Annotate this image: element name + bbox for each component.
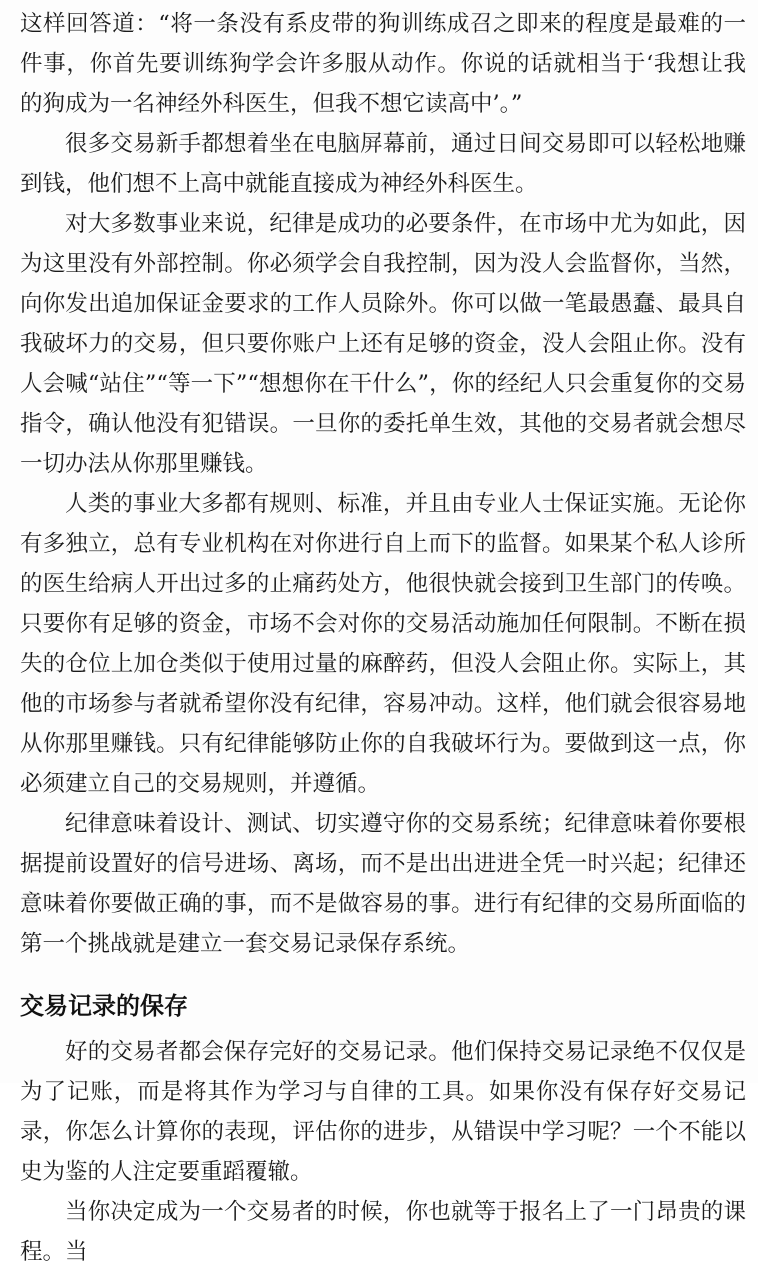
- paragraph-professional-rules: 人类的事业大多都有规则、标准，并且由专业人士保证实施。无论你有多独立，总有专业机构在对你进行自上而下的监督。如果某个私人诊所的医生给病人开出过多的止痛药处方，他很快就会接到卫生部门的传唤。只要你有足够的资金，市场不会对你的交易活动施加任何限制。不断在损失的仓位上加仓类似于使用过量的麻醉药，但没人会阻止你。实际上，其他的市场参与者就希望你没有纪律，容易冲动。这样，他们就会很容易地从你那里赚钱。只有纪律能够防止你的自我破坏行为。要做到这一点，你必须建立自己的交易规则，并遵循。: [20, 491, 746, 797]
- paragraph-discipline-no-external-control: 对大多数事业来说，纪律是成功的必要条件，在市场中尤为如此，因为这里没有外部控制。你必须学会自我控制，因为没人会监督你，当然，向你发出追加保证金要求的工作人员除外。你可以做一笔最愚蠢、最具自我破坏力的交易，但只要你账户上还有足够的资金，没人会阻止你。没有人会喊“站住”“等一下”“想想你在干什么”，你的经纪人只会重复你的交易指令，确认他没有犯错误。一旦你的委托单生效，其他的交易者就会想尽一切办法从你那里赚钱。: [20, 211, 746, 477]
- paragraph-expensive-course: 当你决定成为一个交易者的时候，你也就等于报名上了一门昂贵的课程。当: [20, 1199, 746, 1265]
- paragraph-novice-traders: 很多交易新手都想着坐在电脑屏幕前，通过日间交易即可以轻松地赚到钱，他们想不上高中就能直接成为神经外科医生。: [20, 131, 746, 197]
- paragraph-dog-training-quote: 这样回答道：“将一条没有系皮带的狗训练成召之即来的程度是最难的一件事，你首先要训练狗学会许多服从动作。你说的话就相当于‘我想让我的狗成为一名神经外科医生，但我不想它读高中’。”: [20, 11, 746, 117]
- section-heading: 交易记录的保存: [20, 992, 188, 1020]
- paragraph-discipline-meaning: 纪律意味着设计、测试、切实遵守你的交易系统；纪律意味着你要根据提前设置好的信号进场、离场，而不是出出进进全凭一时兴起；纪律还意味着你要做正确的事，而不是做容易的事。进行有纪律的交易所面临的第一个挑战就是建立一套交易记录保存系统。: [20, 811, 746, 957]
- paragraph-record-keeping: 好的交易者都会保存完好的交易记录。他们保持交易记录绝不仅仅是为了记账，而是将其作为学习与自律的工具。如果你没有保存好交易记录，你怎么计算你的表现，评估你的进步，从错误中学习呢？一个不能以史为鉴的人注定要重蹈覆辙。: [20, 1039, 746, 1185]
